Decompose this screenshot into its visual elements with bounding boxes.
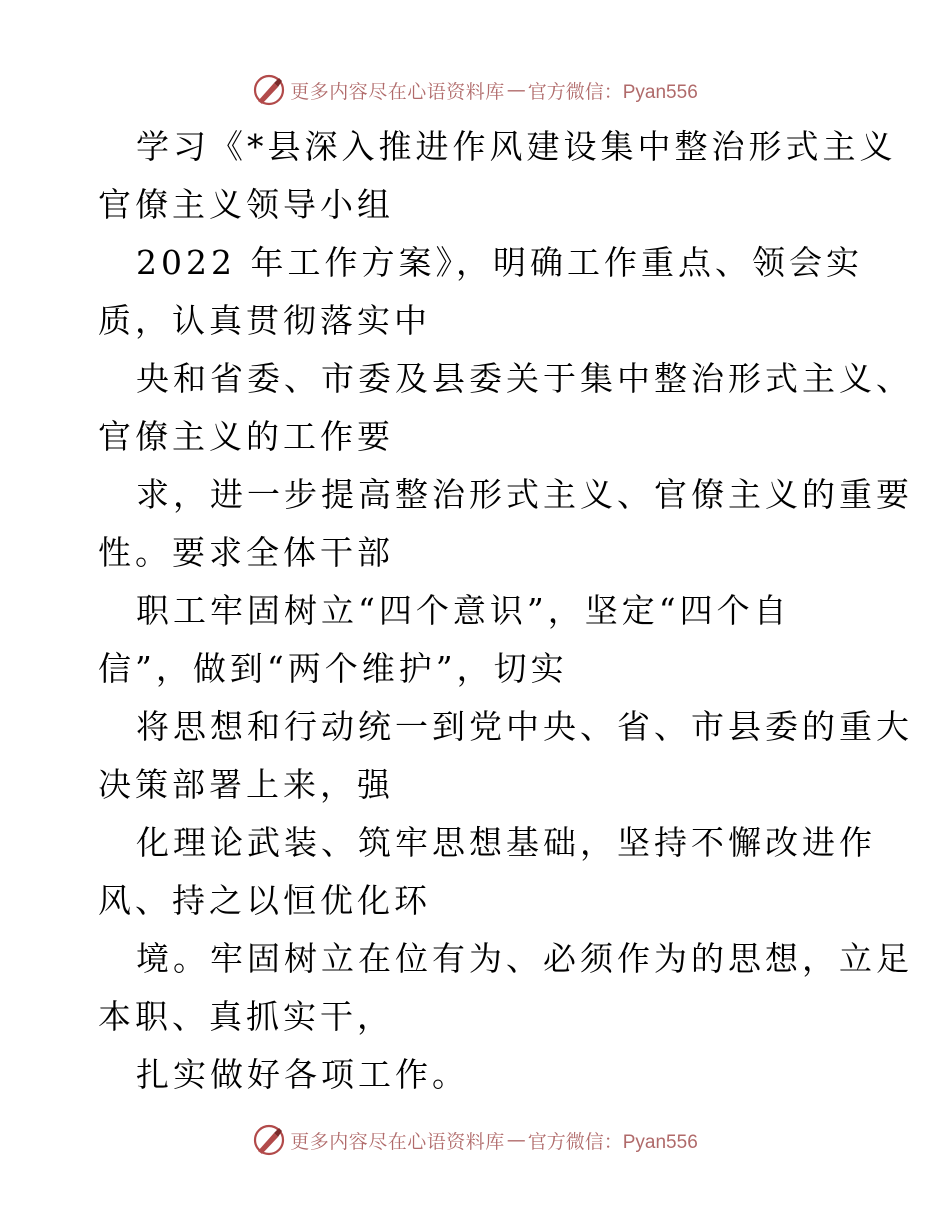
- watermark-site-name: 更多内容尽在心语资料库: [290, 80, 505, 103]
- text-line: 官僚主义领导小组: [98, 185, 394, 224]
- text-line: 2022 年工作方案》，明确工作重点、领会实: [136, 243, 863, 282]
- watermark-dash: —: [506, 79, 526, 101]
- text-line: 扎实做好各项工作。: [136, 1055, 469, 1094]
- watermark-dash: —: [506, 1129, 526, 1151]
- footer-watermark: [0, 1120, 950, 1160]
- text-line: 决策部署上来，强: [98, 765, 394, 804]
- document-body: [98, 118, 913, 1104]
- text-line: 职工牢固树立“四个意识”，坚定“四个自: [136, 591, 791, 630]
- watermark-site-name: 更多内容尽在心语资料库: [290, 1130, 505, 1153]
- pen-logo-icon: [252, 1123, 286, 1157]
- text-line: 官僚主义的工作要: [98, 417, 394, 456]
- text-line: 本职、真抓实干，: [98, 997, 394, 1036]
- text-line: 求，进一步提高整治形式主义、官僚主义的重要: [136, 475, 913, 514]
- watermark-wechat-id: 官方微信：Pyan556: [527, 81, 698, 103]
- watermark-wechat-id: 官方微信：Pyan556: [527, 1131, 698, 1153]
- header-watermark: [0, 70, 950, 110]
- text-line: 央和省委、市委及县委关于集中整治形式主义、: [136, 359, 913, 398]
- text-line: 将思想和行动统一到党中央、省、市县委的重大: [136, 707, 913, 746]
- text-line: 境。牢固树立在位有为、必须作为的思想，立足: [136, 939, 913, 978]
- pen-logo-icon: [252, 73, 286, 107]
- text-line: 信”，做到“两个维护”，切实: [98, 649, 568, 688]
- text-line: 风、持之以恒优化环: [98, 881, 431, 920]
- text-line: 性。要求全体干部: [98, 533, 394, 572]
- text-line: 学习《*县深入推进作风建设集中整治形式主义: [136, 127, 897, 166]
- text-line: 化理论武装、筑牢思想基础，坚持不懈改进作: [136, 823, 876, 862]
- text-line: 质，认真贯彻落实中: [98, 301, 431, 340]
